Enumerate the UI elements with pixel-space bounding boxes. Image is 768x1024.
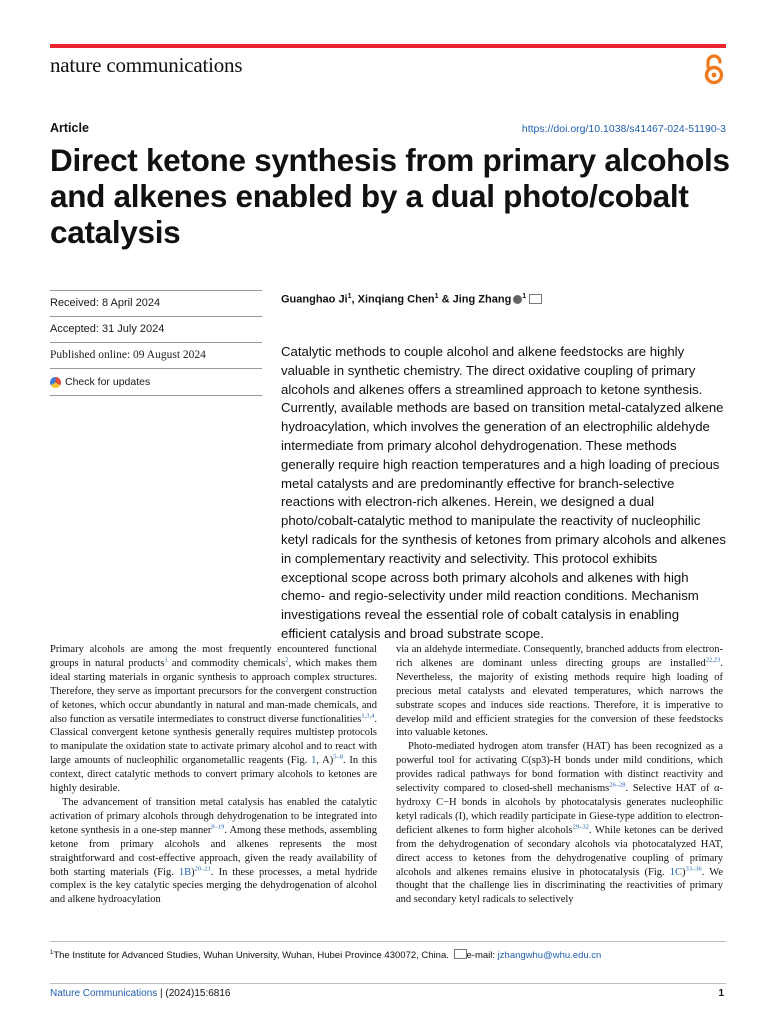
figure-link[interactable]: 1B xyxy=(178,866,192,878)
check-updates-label: Check for updates xyxy=(65,375,151,388)
received-date: Received: 8 April 2024 xyxy=(50,290,262,316)
email-icon[interactable] xyxy=(529,294,542,304)
email-icon xyxy=(454,949,467,959)
citation-ref[interactable]: 2 xyxy=(285,656,289,664)
author-name[interactable]: Xinqiang Chen xyxy=(357,293,435,306)
figure-link[interactable]: 1 xyxy=(311,755,317,767)
email-link[interactable]: jzhangwhu@whu.edu.cn xyxy=(497,950,602,961)
author-name[interactable]: Jing Zhang xyxy=(452,293,512,306)
check-for-updates-button[interactable] xyxy=(50,368,262,396)
citation-ref[interactable]: 1,3,4 xyxy=(361,712,375,720)
author-separator: , xyxy=(351,293,358,306)
citation-ref[interactable]: 9–19 xyxy=(211,823,225,831)
affiliation-mark: 1 xyxy=(434,293,439,300)
author-name[interactable]: Guanghao Ji xyxy=(281,293,348,306)
citation-ref[interactable]: 29–32 xyxy=(572,823,589,831)
body-paragraph: Primary alcohols are among the most frequently encountered functional groups in natural products$^1$ and commodity chemicals$^2$, which makes them ideal starting materials in organic synthesis to approach complex structures. Therefore, they serve as important precursors for the convergent construction of ketones, which occur abundantly in natural and man-made chemicals, and also function as versatile intermediates to construct diverse functionalities$^{1,3,4}$. Classical convergent ketone synthesis generally requires multistep protocols to manipulate the oxidation state to activate primary alcohol and to react with large amounts of nucleophilic organometallic reagents (Fig. 1, A)$^{5-8}$. In this context, direct catalytic methods to convert primary alcohols to ketones are highly desirable. xyxy=(50,644,378,795)
doi-link[interactable]: https://doi.org/10.1038/s41467-024-51190-3 xyxy=(521,123,726,135)
check-updates-icon xyxy=(50,377,61,388)
orcid-icon[interactable] xyxy=(513,295,522,304)
figure-link[interactable]: 1C xyxy=(669,866,682,878)
affiliation-mark: 1 xyxy=(50,949,54,956)
footnote-divider xyxy=(50,941,726,942)
footer-journal-link[interactable]: Nature Communications xyxy=(50,988,158,999)
affiliation-footnote xyxy=(50,949,730,961)
article-type-label: Article xyxy=(50,121,89,135)
journal-name: nature communications xyxy=(50,53,243,77)
body-column-right xyxy=(396,643,723,907)
affiliation-mark: 1 xyxy=(347,293,352,300)
footer-citation xyxy=(50,988,230,999)
affiliation-mark: 1 xyxy=(522,293,527,300)
author-separator: & xyxy=(438,293,453,306)
article-title: Direct ketone synthesis from primary alcohols and alkenes enabled by a dual photo/cobalt catalysis xyxy=(50,142,730,250)
accepted-date: Accepted: 31 July 2024 xyxy=(50,316,262,342)
open-access-icon xyxy=(701,54,727,86)
body-paragraph: The advancement of transition metal catalysis has enabled the catalytic activation of primary alcohols through dehydrogenation to be integrated into ketone synthesis in a one-step manner$^{9-19}$. Among these methods, assembling ketone from primary alcohols and alkenes represents the most straightforward and cost-effective approach, given the ready availability of both starting materials (Fig. 1B)$^{20-21}$. In these processes, a metal hydride complex is the key catalytic species merging the dehydrogenation of alcohol and alkene hydroacylation xyxy=(50,796,377,906)
article-history xyxy=(50,290,262,396)
citation-ref[interactable]: 20–21 xyxy=(194,865,211,872)
citation-ref[interactable]: 5–8 xyxy=(333,753,343,761)
body-column-left xyxy=(50,643,377,907)
body-paragraph: via an aldehyde intermediate. Consequently, branched adducts from electron-rich alkenes are dominant unless directing groups are installed$^{22,23}$. Nevertheless, the majority of existing methods require high loading of precious metal catalysts and elevated temperatures, which narrows the substrate scopes and induces side reactions. Therefore, it is imperative to develop mild and efficient strategies for the conversion of these feedstocks into valuable ketones. xyxy=(396,644,723,739)
footer-divider xyxy=(50,983,726,984)
abstract: Catalytic methods to couple alcohol and alkene feedstocks are highly valuable in synthetic chemistry. The direct oxidative coupling of primary alcohols and alkenes offers a streamlined approach to ketone synthesis. Currently, available methods are based on transition metal-catalyzed alkene hydroacylation, which involves the generation of an electrophilic aldehyde intermediate from primary alcohol dehydrogenation. These methods generally require high reaction temperatures and a high loading of precious metal catalysts and are predominantly effective for branch-selective reactions with electron-rich alkenes. Herein, we designed a dual photo/cobalt-catalytic method to manipulate the reactivity of nucleophilic ketyl radicals for the synthesis of ketones from primary alcohols and alkenes in complementary reactivity and selectivity. This protocol exhibits exceptional scope across both primary alcohols and alkenes with high chemo- and regio-selectivity under mild reaction conditions. Mechanism investigations reveal the essential role of cobalt catalysis in enabling efficient catalysis and broad substrate scope. xyxy=(281,344,726,641)
citation-ref[interactable]: 1 xyxy=(164,656,168,664)
author-list xyxy=(281,293,542,306)
email-label: e-mail: xyxy=(466,950,498,961)
citation-ref[interactable]: 33–36 xyxy=(685,865,702,872)
published-date: Published online: 09 August 2024 xyxy=(50,342,262,368)
accent-bar xyxy=(50,44,726,48)
affiliation-text: The Institute for Advanced Studies, Wuhan University, Wuhan, Hubei Province 430072, China. xyxy=(53,950,449,961)
citation-ref[interactable]: 26–28 xyxy=(609,781,626,789)
footer-volume: | (2024)15:6816 xyxy=(157,988,231,999)
page-number: 1 xyxy=(718,988,724,999)
body-paragraph: Photo-mediated hydrogen atom transfer (HAT) has been recognized as a powerful tool for activating C(sp3)-H bonds under mild conditions, which provides radical pathways for bond formation with distinct reactivity and selectivity compared to closed-shell mechanisms$^{26-28}$. Selective HAT of α-hydroxy C−H bonds in alcohols by photocatalysis generates nucleophilic ketyl radicals (I), which readily participate in Giese-type addition to electron-deficient alkenes to form higher alcohols$^{29-32}$. While ketones can be derived from the dehydrogenation of secondary alcohols via photocatalyzed HAT, direct access to ketones from the dehydrogenative coupling of primary alcohols and alkenes remains elusive in photocatalysis (Fig. 1C)$^{33-36}$. We thought that the challenge lies in discriminating the reactivities of primary and secondary ketyl radicals to selectively xyxy=(396,741,724,906)
citation-ref[interactable]: 22,23 xyxy=(705,656,721,664)
